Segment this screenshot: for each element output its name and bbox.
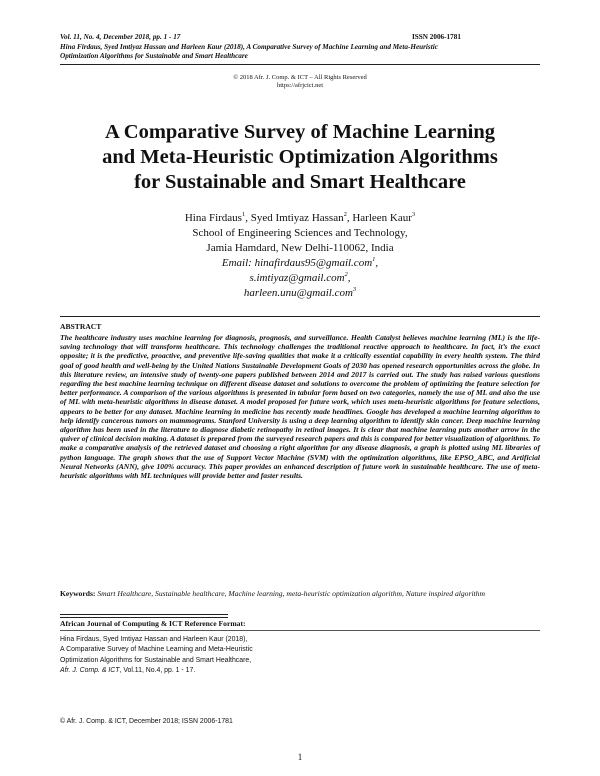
email-label: Email: bbox=[221, 257, 255, 269]
author-1: Hina Firdaus bbox=[184, 212, 242, 224]
reference-divider-1 bbox=[60, 614, 228, 615]
email-3-sup: 3 bbox=[352, 286, 357, 293]
title-line-3: for Sustainable and Smart Healthcare bbox=[134, 171, 466, 193]
reference-format bbox=[60, 635, 253, 676]
email-1-tail: , bbox=[375, 257, 379, 269]
header-citation bbox=[60, 43, 540, 61]
author-sep-2: , bbox=[346, 212, 353, 224]
author-3: Harleen Kaur bbox=[352, 212, 412, 224]
abstract-heading: ABSTRACT bbox=[60, 322, 102, 331]
footer-copyright: © Afr. J. Comp. & ICT, December 2018; ISSN 2006-1781 bbox=[60, 718, 233, 725]
keywords-text: Smart Healthcare, Sustainable healthcare, Machine learning, meta-heuristic optimization algorithm, Nature inspired algorithm bbox=[97, 589, 485, 598]
author-3-sup: 3 bbox=[411, 211, 416, 218]
reference-divider-2 bbox=[60, 617, 228, 618]
volume-info: Vol. 11, No. 4, December 2018, pp. 1 - 17 bbox=[60, 33, 181, 41]
reference-line-1: Hina Firdaus, Syed Imtiyaz Hassan and Harleen Kaur (2018), bbox=[60, 636, 248, 643]
copyright-notice: © 2018 Afr. J. Comp. & ICT – All Rights Reserved bbox=[233, 74, 367, 81]
page-number: 1 bbox=[297, 752, 303, 762]
reference-journal: Afr. J. Comp. & ICT bbox=[60, 666, 120, 674]
reference-line-2: A Comparative Survey of Machine Learning and Meta-Heuristic bbox=[60, 646, 253, 654]
reference-details: , Vol.11, No.4, pp. 1 - 17. bbox=[119, 666, 196, 674]
header-divider bbox=[60, 64, 540, 65]
email-2-sup: 2 bbox=[344, 271, 348, 278]
affiliation: School of Engineering Sciences and Technology, bbox=[192, 227, 408, 239]
reference-line-4 bbox=[60, 666, 253, 676]
abstract-divider bbox=[60, 316, 540, 317]
email-line-2 bbox=[0, 271, 600, 286]
title-line-2: and Meta-Heuristic Optimization Algorithms bbox=[102, 146, 498, 168]
email-line-3 bbox=[0, 286, 600, 301]
reference-format-heading: African Journal of Computing & ICT Reference Format: bbox=[60, 619, 246, 628]
email-2-tail: , bbox=[347, 272, 351, 284]
author-names bbox=[0, 211, 600, 226]
email-line-1 bbox=[0, 256, 600, 271]
reference-rule bbox=[60, 630, 540, 631]
author-sep-1: , bbox=[245, 212, 251, 224]
author-1-sup: 1 bbox=[241, 211, 246, 218]
keywords-label: Keywords: bbox=[60, 589, 96, 598]
keywords bbox=[60, 589, 540, 599]
running-header bbox=[60, 33, 540, 42]
reference-line-3: Optimization Algorithms for Sustainable and Smart Healthcare, bbox=[60, 656, 252, 664]
author-2: Syed Imtiyaz Hassan bbox=[250, 212, 344, 224]
issn: ISSN 2006-1781 bbox=[412, 33, 461, 41]
address: Jamia Hamdard, New Delhi-110062, India bbox=[206, 242, 394, 254]
email-1[interactable]: hinafirdaus95@gmail.com bbox=[254, 257, 373, 269]
email-2[interactable]: s.imtiyaz@gmail.com bbox=[249, 272, 345, 284]
email-1-sup: 1 bbox=[372, 256, 376, 263]
author-block bbox=[0, 211, 600, 301]
abstract-text: The healthcare industry uses machine learning for diagnosis, prognosis, and surveillance. Health Catalyst believes machine learning (ML) is the life-saving technology that will transform healthcare. This technology challenges the traditional reactive approach to healthcare. In fact, it’s the exact opposite; it is the predictive, proactive, and preventive life-saving qualities that make it a critically essential capability in every health system. The third goal of good health and well-being by the United Nations Sustainable Development Goals of 2030 has opened research opportunities across the globe. In this literature review, an intensive study of twenty-one papers published between 2014 and 2017 is carried out. The study has raised various questions regarding the best machine learning technique on different disease dataset and solutions to overcome the problem of optimizing the feature selection for better performance. A comparison of the various algorithms is presented in tabular form based on two categories, namely the use of ML and also the use of ML with meta-heuristic algorithms in disease dataset. A model proposed for future work, which uses meta-heuristic algorithms for feature selections, appears to be better for any dataset. Machine learning in medicine has recently made headlines. Google has developed a machine learning algorithm to help identify cancerous tumors on mammograms. Stanford University is using a deep learning algorithm to identify skin cancer. Deep machine learning algorithm has been used in the literature to diagnose diabetic retinopathy in retinal images. It is clear that machine learning puts another arrow in the quiver of clinical decision making. A dataset is prepared from the surveyed research papers and this is compared for better visualization of algorithms. To make a comparative analysis of the retrieved dataset and choosing a right algorithm for any disease diagnosis, a graph is plotted using ML libraries of python language. The graph shows that the use of Support Vector Machine (SVM) with the optimization algorithms, like EPSO_ABC, and Artificial Neural Networks (ANN), give 100% accuracy. This paper provides an enhanced description of future work in sustainable healthcare. The use of meta-heuristic algorithms with ML techniques will provide better and faster results. bbox=[60, 333, 540, 481]
author-2-sup: 2 bbox=[343, 211, 347, 218]
email-3[interactable]: harleen.unu@gmail.com bbox=[243, 287, 353, 299]
header-citation-line-1: Hina Firdaus, Syed Imtiyaz Hassan and Harleen Kaur (2018), A Comparative Survey of Machine Learning and Meta-Heuristic bbox=[60, 43, 438, 51]
paper-title bbox=[60, 120, 540, 195]
header-citation-line-2: Optimization Algorithms for Sustainable and Smart Healthcare bbox=[60, 52, 248, 60]
journal-url[interactable]: https://afrjcict.net bbox=[276, 82, 324, 89]
title-line-1: A Comparative Survey of Machine Learning bbox=[104, 121, 496, 143]
